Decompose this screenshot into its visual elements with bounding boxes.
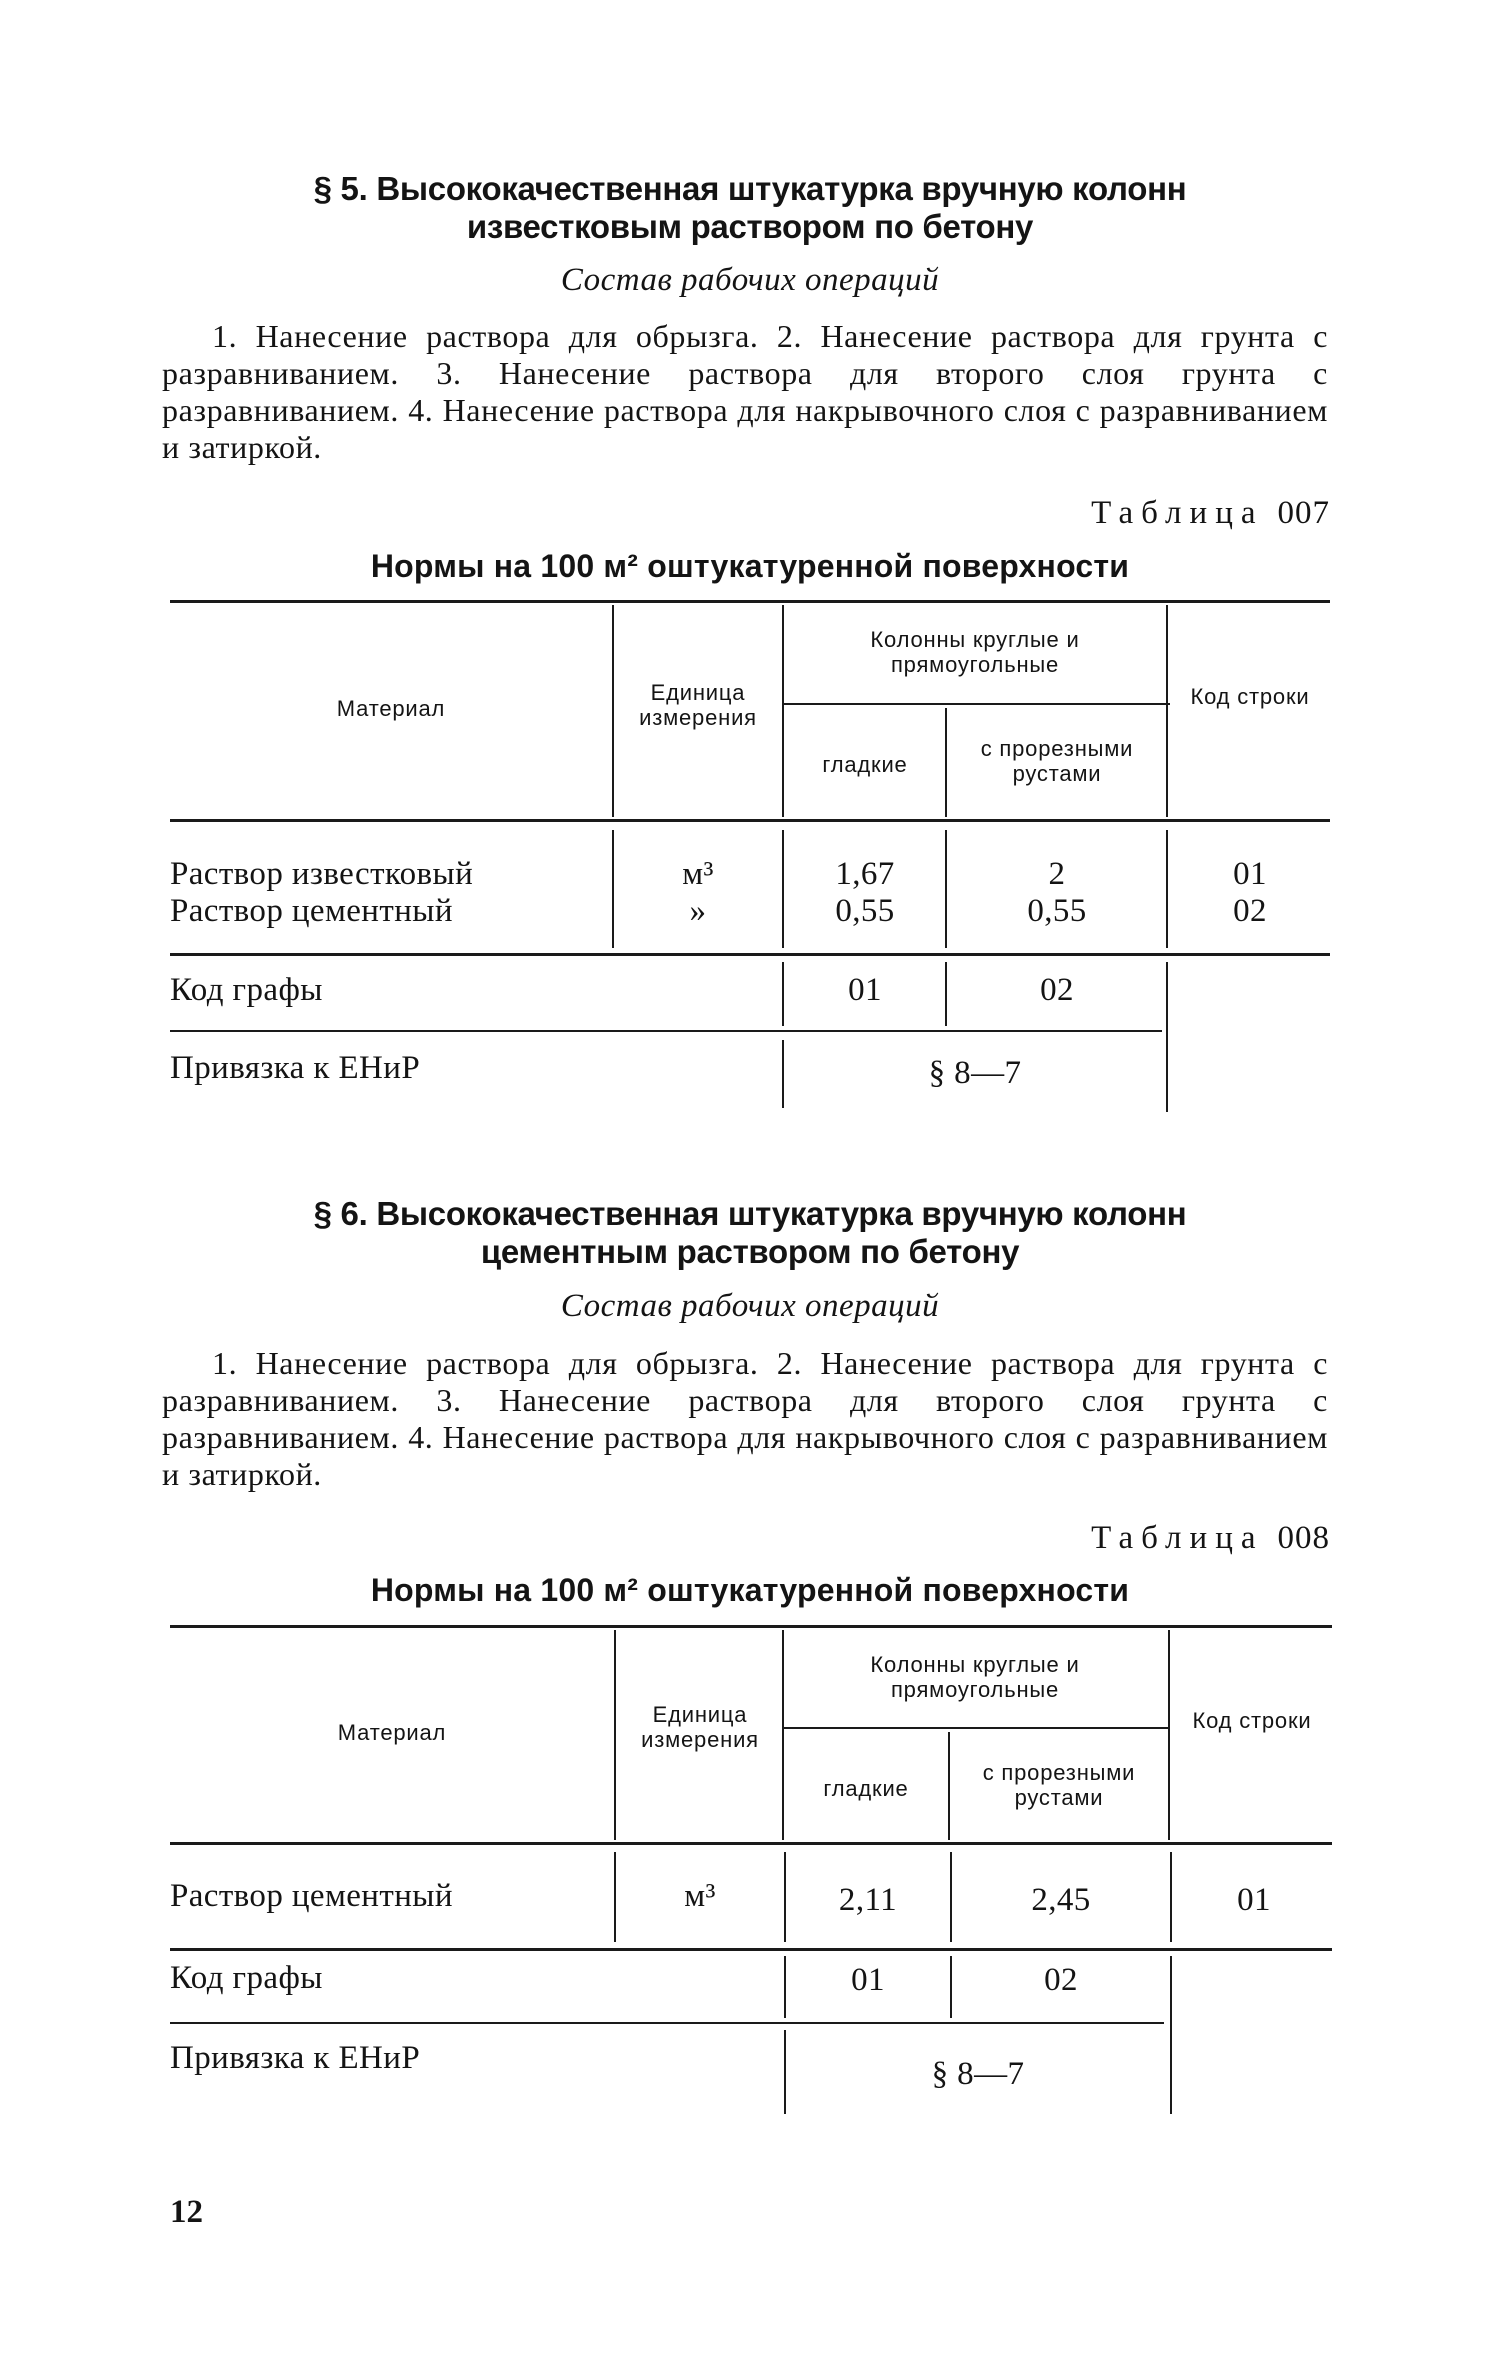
table-007-label: Таблица 007 bbox=[1091, 495, 1330, 531]
table-rule bbox=[170, 1948, 1332, 1951]
header-material: Материал bbox=[337, 1720, 447, 1745]
header-unit: Единица измерения bbox=[641, 1702, 759, 1752]
table-row-smooth: 0,55 bbox=[835, 893, 895, 929]
section-5-title-line1: § 5. Высококачественная штукатурка вручную колонн bbox=[313, 170, 1187, 207]
table-rule bbox=[1170, 1852, 1172, 1942]
table-row-material: Раствор известковый bbox=[170, 856, 474, 892]
table-rule bbox=[614, 1852, 616, 1942]
table-rule bbox=[784, 1727, 1170, 1729]
table-rule bbox=[614, 1630, 616, 1840]
table-row-unit: м³ bbox=[684, 1878, 716, 1914]
table-rule bbox=[170, 1842, 1332, 1845]
table-rule bbox=[784, 1852, 786, 1942]
table-rule bbox=[950, 1956, 952, 2018]
table-row-rusticated: 2 bbox=[1048, 856, 1066, 892]
section-6-title-line1: § 6. Высококачественная штукатурка вручную колонн bbox=[313, 1195, 1187, 1232]
enir-value: § 8—7 bbox=[931, 2056, 1025, 2092]
table-row-smooth: 1,67 bbox=[835, 856, 895, 892]
table-007-caption: Нормы на 100 м² оштукатуренной поверхности bbox=[370, 548, 1130, 584]
table-row-code: 02 bbox=[1233, 893, 1267, 929]
table-rule bbox=[1170, 1956, 1172, 2114]
header-material: Материал bbox=[336, 696, 446, 721]
header-columns-group: Колонны круглые и прямоугольные bbox=[870, 627, 1080, 677]
section-5-title-line2: известковым раствором по бетону bbox=[466, 208, 1034, 245]
section-5-paragraph: 1. Нанесение раствора для обрызга. 2. Нанесение раствора для грунта с разравниванием. 3. Нанесение раствора для второго слоя грунта с разравниванием. 4. Нанесение раствора для накрывочного слоя с разравниванием и затиркой. bbox=[162, 318, 1328, 465]
table-row-material: Раствор цементный bbox=[170, 893, 453, 929]
header-row-code: Код строки bbox=[1192, 1708, 1312, 1733]
graph-code-smooth: 01 bbox=[848, 972, 882, 1008]
table-rule bbox=[170, 2022, 1164, 2024]
table-rule bbox=[784, 2030, 786, 2114]
table-rule bbox=[170, 1625, 1332, 1628]
table-rule bbox=[948, 1732, 950, 1840]
table-rule bbox=[950, 1852, 952, 1942]
table-row-material: Раствор цементный bbox=[170, 1878, 453, 1914]
table-rule bbox=[784, 1956, 786, 2018]
table-row-unit: » bbox=[689, 893, 707, 929]
enir-label: Привязка к ЕНиР bbox=[170, 2040, 421, 2076]
section-6-title-line2: цементным раствором по бетону bbox=[480, 1233, 1020, 1270]
header-unit: Единица измерения bbox=[639, 680, 757, 730]
page-number: 12 bbox=[170, 2194, 203, 2230]
header-columns-group: Колонны круглые и прямоугольные bbox=[870, 1652, 1080, 1702]
table-008-label: Таблица 008 bbox=[1091, 1520, 1330, 1556]
header-smooth: гладкие bbox=[823, 1776, 909, 1801]
table-rule bbox=[782, 1630, 784, 1840]
table-rule bbox=[1168, 1630, 1170, 1840]
header-rusticated: с прорезными рустами bbox=[980, 736, 1134, 786]
enir-label: Привязка к ЕНиР bbox=[170, 1050, 421, 1086]
table-008-caption: Нормы на 100 м² оштукатуренной поверхности bbox=[370, 1572, 1130, 1608]
graph-code-smooth: 01 bbox=[851, 1962, 885, 1998]
table-row-unit: м³ bbox=[682, 856, 714, 892]
section-6-paragraph: 1. Нанесение раствора для обрызга. 2. Нанесение раствора для грунта с разравниванием. 3. Нанесение раствора для второго слоя грунта с разравниванием. 4. Нанесение раствора для накрывочного слоя с разравниванием и затиркой. bbox=[162, 1345, 1328, 1492]
table-row-rusticated: 0,55 bbox=[1027, 893, 1087, 929]
section-5-subheading: Состав рабочих операций bbox=[560, 262, 940, 298]
graph-code-rusticated: 02 bbox=[1044, 1962, 1078, 1998]
table-row-code: 01 bbox=[1237, 1882, 1271, 1918]
graph-code-rusticated: 02 bbox=[1040, 972, 1074, 1008]
header-rusticated: с прорезными рустами bbox=[982, 1760, 1136, 1810]
section-6-subheading: Состав рабочих операций bbox=[560, 1288, 940, 1324]
table-row-rusticated: 2,45 bbox=[1031, 1882, 1091, 1918]
table-row-code: 01 bbox=[1233, 856, 1267, 892]
enir-value: § 8—7 bbox=[928, 1055, 1022, 1091]
header-row-code: Код строки bbox=[1190, 684, 1310, 709]
header-smooth: гладкие bbox=[822, 752, 908, 777]
graph-code-label: Код графы bbox=[170, 972, 323, 1008]
graph-code-label: Код графы bbox=[170, 1960, 323, 1996]
table-row-smooth: 2,11 bbox=[838, 1882, 898, 1918]
